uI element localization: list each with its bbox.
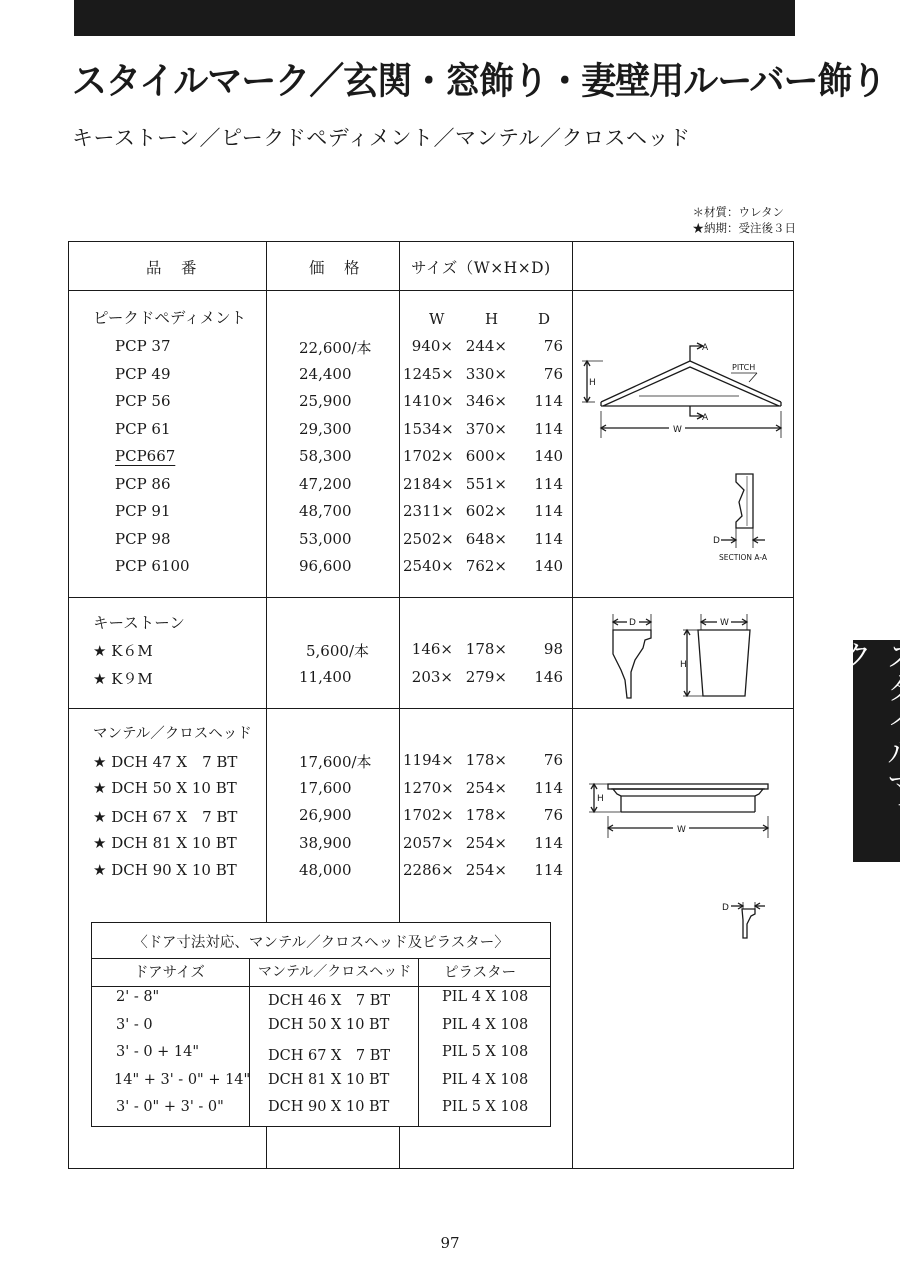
table-row bbox=[69, 806, 569, 833]
door-pilaster: PIL 4 X 108 bbox=[442, 1016, 529, 1033]
item-price: 25,900 bbox=[299, 392, 352, 410]
dim-header-h: H bbox=[485, 310, 499, 328]
item-price: 38,900 bbox=[299, 833, 352, 852]
item-width: 2057× bbox=[403, 833, 454, 852]
item-height: 648× bbox=[465, 529, 507, 548]
label-h: H bbox=[680, 660, 687, 670]
door-table-row bbox=[92, 1099, 550, 1126]
item-code: ★ DCH 90 X 10 BT bbox=[93, 861, 237, 879]
item-width: 1534× bbox=[403, 419, 454, 438]
pediment-diagram bbox=[579, 334, 789, 574]
item-height: 244× bbox=[465, 337, 507, 355]
item-depth: 140 bbox=[534, 557, 563, 575]
door-pilaster: PIL 4 X 108 bbox=[442, 1071, 529, 1088]
header-code: 品 番 bbox=[146, 259, 199, 277]
note-material: ＊材質：ウレタン bbox=[692, 205, 785, 219]
item-width: 146× bbox=[411, 640, 453, 658]
item-code: ★ K９M bbox=[93, 669, 153, 688]
item-height: 178× bbox=[465, 751, 507, 769]
page-subtitle: キーストーン／ピークドペディメント／マンテル／クロスヘッド bbox=[72, 126, 691, 150]
item-price: 96,600 bbox=[299, 557, 352, 575]
item-depth: 114 bbox=[534, 392, 563, 410]
door-mantel: DCH 50 X 10 BT bbox=[268, 1016, 390, 1033]
door-pilaster: PIL 5 X 108 bbox=[442, 1099, 529, 1115]
table-row bbox=[69, 557, 569, 584]
item-depth: 140 bbox=[534, 447, 563, 465]
item-price: 17,600/本 bbox=[299, 753, 372, 771]
note-delivery: ★納期：受注後３日 bbox=[692, 221, 796, 235]
section-title-mantel: マンテル／クロスヘッド bbox=[93, 726, 252, 742]
section-title-pediment: ピークドペディメント bbox=[93, 309, 247, 327]
item-depth: 76 bbox=[543, 364, 563, 383]
door-mantel: DCH 46 X 7 BT bbox=[268, 993, 391, 1009]
table-row bbox=[69, 779, 569, 806]
item-height: 178× bbox=[465, 640, 507, 658]
header-divider bbox=[69, 290, 793, 291]
header-price: 価 格 bbox=[309, 259, 362, 277]
door-size: 3' - 0" + 3' - 0" bbox=[116, 1099, 224, 1115]
item-depth: 114 bbox=[534, 419, 563, 438]
label-w: W bbox=[720, 618, 729, 628]
label-section: SECTION A-A bbox=[719, 553, 768, 562]
item-width: 2540× bbox=[403, 557, 454, 575]
item-code: PCP 86 bbox=[115, 474, 171, 493]
item-width: 1270× bbox=[403, 778, 454, 797]
item-code: ★ DCH 81 X 10 BT bbox=[93, 833, 237, 852]
item-price: 17,600 bbox=[299, 778, 352, 797]
page-title: スタイルマーク／玄関・窓飾り・妻壁用ルーバー飾り bbox=[72, 61, 886, 104]
item-code: PCP 56 bbox=[115, 392, 171, 410]
door-size: 3' - 0 + 14" bbox=[116, 1044, 200, 1060]
door-table-title: 〈ドア寸法対応、マンテル／クロスヘッド及ピラスター〉 bbox=[133, 935, 509, 951]
item-price: 58,300 bbox=[299, 447, 352, 465]
door-mantel: DCH 90 X 10 BT bbox=[268, 1099, 390, 1115]
door-size: 2' - 8" bbox=[116, 989, 160, 1005]
item-price: 5,600/本 bbox=[306, 642, 369, 660]
table-row bbox=[69, 392, 569, 419]
item-height: 551× bbox=[465, 474, 507, 493]
item-height: 330× bbox=[465, 364, 507, 383]
item-code: ★ DCH 47 X 7 BT bbox=[93, 753, 238, 771]
item-price: 47,200 bbox=[299, 474, 352, 493]
item-height: 279× bbox=[465, 667, 507, 686]
label-h: H bbox=[589, 378, 596, 388]
section-title-keystone: キーストーン bbox=[93, 614, 185, 632]
section-divider bbox=[69, 597, 793, 598]
label-a-bottom: A bbox=[702, 413, 709, 423]
item-height: 254× bbox=[465, 861, 507, 879]
item-price: 48,700 bbox=[299, 502, 352, 520]
door-size: 14" + 3' - 0" + 14" bbox=[114, 1071, 251, 1088]
label-d: D bbox=[722, 903, 729, 913]
item-width: 203× bbox=[411, 667, 453, 686]
door-table-header-mantel: マンテル／クロスヘッド bbox=[258, 964, 412, 980]
door-size-table bbox=[91, 922, 551, 1127]
item-width: 1245× bbox=[403, 364, 454, 383]
door-mantel: DCH 81 X 10 BT bbox=[268, 1071, 390, 1088]
door-table-row bbox=[92, 989, 550, 1016]
item-height: 600× bbox=[465, 447, 507, 465]
item-depth: 114 bbox=[534, 778, 563, 797]
door-pilaster: PIL 4 X 108 bbox=[442, 989, 529, 1005]
door-pilaster: PIL 5 X 108 bbox=[442, 1044, 529, 1060]
item-depth: 114 bbox=[534, 502, 563, 520]
item-width: 1410× bbox=[403, 392, 454, 410]
side-tab-label: スタイルマーク bbox=[853, 640, 900, 862]
top-black-bar bbox=[74, 0, 795, 36]
item-code: PCP667 bbox=[115, 447, 176, 465]
item-width: 940× bbox=[411, 337, 453, 355]
item-price: 22,600/本 bbox=[299, 339, 372, 357]
item-height: 370× bbox=[465, 419, 507, 438]
item-width: 1702× bbox=[403, 806, 454, 824]
item-depth: 76 bbox=[543, 806, 563, 824]
item-depth: 98 bbox=[543, 640, 563, 658]
item-price: 48,000 bbox=[299, 861, 352, 879]
door-table-divider bbox=[92, 986, 550, 987]
mantel-diagram bbox=[583, 772, 783, 942]
door-mantel: DCH 67 X 7 BT bbox=[268, 1048, 391, 1064]
item-height: 762× bbox=[465, 557, 507, 575]
table-row bbox=[69, 502, 569, 529]
door-table-divider bbox=[92, 958, 550, 959]
item-depth: 114 bbox=[534, 833, 563, 852]
item-price: 53,000 bbox=[299, 529, 352, 548]
door-size: 3' - 0 bbox=[116, 1016, 153, 1033]
label-w: W bbox=[677, 825, 686, 835]
table-row bbox=[69, 834, 569, 861]
door-table-row bbox=[92, 1072, 550, 1099]
item-depth: 114 bbox=[534, 474, 563, 493]
table-row bbox=[69, 530, 569, 557]
item-code: PCP 98 bbox=[115, 529, 171, 548]
item-code: PCP 61 bbox=[115, 419, 171, 438]
item-code: ★ DCH 50 X 10 BT bbox=[93, 778, 237, 797]
item-height: 254× bbox=[465, 833, 507, 852]
item-width: 2311× bbox=[403, 502, 454, 520]
item-price: 24,400 bbox=[299, 364, 352, 383]
item-depth: 76 bbox=[543, 337, 563, 355]
item-code: PCP 6100 bbox=[115, 557, 190, 575]
door-table-row bbox=[92, 1044, 550, 1071]
table-row bbox=[69, 668, 569, 695]
label-w: W bbox=[673, 425, 682, 435]
notes bbox=[693, 204, 797, 236]
item-height: 178× bbox=[465, 806, 507, 824]
header-size: サイズ（W×H×D) bbox=[411, 259, 551, 277]
col-divider bbox=[572, 242, 573, 1168]
item-code: PCP 37 bbox=[115, 337, 171, 355]
item-price: 26,900 bbox=[299, 806, 352, 824]
door-table-header-size: ドアサイズ bbox=[134, 965, 205, 981]
table-row bbox=[69, 640, 569, 667]
table-row bbox=[69, 447, 569, 474]
label-h: H bbox=[597, 794, 604, 804]
item-width: 1194× bbox=[403, 751, 454, 769]
item-depth: 76 bbox=[543, 751, 563, 769]
table-row bbox=[69, 751, 569, 778]
label-pitch: PITCH bbox=[732, 363, 756, 372]
item-height: 346× bbox=[465, 392, 507, 410]
item-code: PCP 49 bbox=[115, 364, 171, 383]
label-d: D bbox=[713, 536, 720, 546]
section-divider bbox=[69, 708, 793, 709]
item-width: 1702× bbox=[403, 447, 454, 465]
item-price: 29,300 bbox=[299, 419, 352, 438]
dim-header-w: W bbox=[429, 310, 445, 328]
door-table-header-pilaster: ピラスター bbox=[444, 965, 517, 981]
item-width: 2286× bbox=[403, 861, 454, 879]
item-depth: 114 bbox=[534, 529, 563, 548]
item-width: 2502× bbox=[403, 529, 454, 548]
door-table-row bbox=[92, 1017, 550, 1044]
label-a-top: A bbox=[702, 343, 709, 353]
table-row bbox=[69, 337, 569, 364]
item-code: PCP 91 bbox=[115, 502, 171, 520]
table-row bbox=[69, 475, 569, 502]
item-code: ★ DCH 67 X 7 BT bbox=[93, 808, 238, 826]
table-row bbox=[69, 420, 569, 447]
table-row bbox=[69, 365, 569, 392]
table-row bbox=[69, 861, 569, 888]
item-code: ★ K６M bbox=[93, 642, 153, 660]
dim-header-d: D bbox=[538, 310, 551, 328]
item-depth: 146 bbox=[534, 667, 563, 686]
item-price: 11,400 bbox=[299, 667, 352, 686]
item-depth: 114 bbox=[534, 861, 563, 879]
page-number: 97 bbox=[440, 1234, 460, 1252]
item-height: 254× bbox=[465, 778, 507, 797]
label-d: D bbox=[629, 618, 636, 628]
keystone-diagram bbox=[599, 610, 759, 702]
item-height: 602× bbox=[465, 502, 507, 520]
item-width: 2184× bbox=[403, 474, 454, 493]
